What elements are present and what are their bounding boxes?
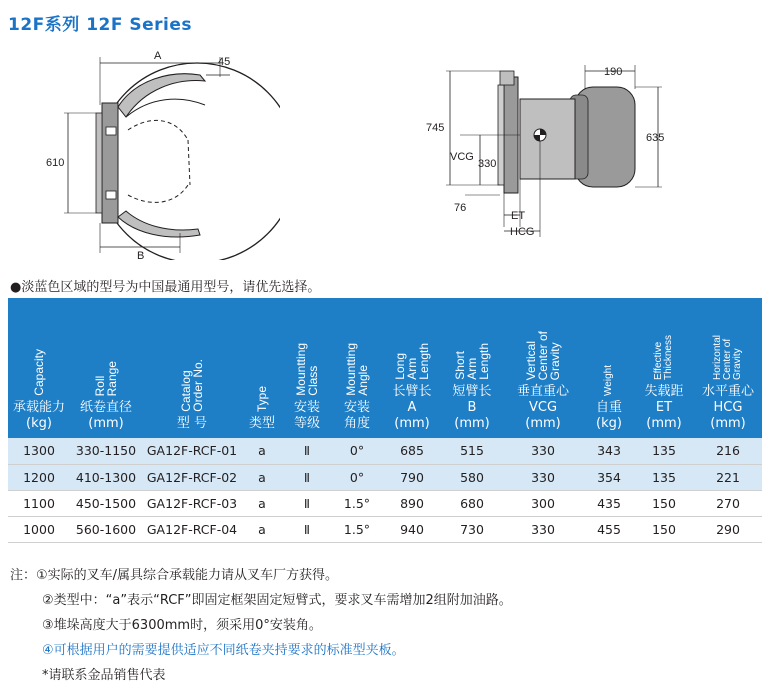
- header-type: Type 类型: [242, 298, 282, 438]
- cell-hcg: 290: [694, 516, 762, 542]
- cell-catalog-no: GA12F-RCF-02: [142, 464, 242, 490]
- header-et: Effective Thickness 失载距 ET (mm): [634, 298, 694, 438]
- cell-vcg: 300: [502, 490, 584, 516]
- cell-roll-range: 330-1150: [70, 438, 142, 464]
- vcg-label: VCG: [450, 151, 474, 163]
- cell-long-arm: 940: [382, 516, 442, 542]
- cell-mounting-angle: 0°: [332, 464, 382, 490]
- cell-capacity: 1000: [8, 516, 70, 542]
- cell-mounting-class: Ⅱ: [282, 438, 332, 464]
- table-row: [8, 438, 762, 464]
- cell-roll-range: 450-1500: [70, 490, 142, 516]
- cell-weight: 435: [584, 490, 634, 516]
- right-drawing: [420, 55, 680, 245]
- cell-et: 135: [634, 464, 694, 490]
- dim-745-label: 745: [426, 122, 445, 134]
- cell-short-arm: 680: [442, 490, 502, 516]
- cell-capacity: 1100: [8, 490, 70, 516]
- cell-roll-range: 560-1600: [70, 516, 142, 542]
- note-4: ④可根据用户的需要提供适应不同纸卷夹持要求的标准型夹板。: [42, 643, 405, 658]
- header-roll-range: Roll Range 纸卷直径 (mm): [70, 298, 142, 438]
- header-mounting-angle: Mountting Angle 安装 角度: [332, 298, 382, 438]
- note-3: ③堆垛高度大于6300mm时，须采用0°安装角。: [42, 618, 322, 633]
- cell-vcg: 330: [502, 516, 584, 542]
- header-weight: Weight 自重 (kg): [584, 298, 634, 438]
- cell-catalog-no: GA12F-RCF-03: [142, 490, 242, 516]
- cell-short-arm: 515: [442, 438, 502, 464]
- cell-type: a: [242, 464, 282, 490]
- cell-hcg: 221: [694, 464, 762, 490]
- et-label: ET: [511, 210, 526, 222]
- cell-hcg: 216: [694, 438, 762, 464]
- cell-mounting-class: Ⅱ: [282, 516, 332, 542]
- header-mounting-class: Mountting Class 安装 等级: [282, 298, 332, 438]
- cell-hcg: 270: [694, 490, 762, 516]
- cell-long-arm: 685: [382, 438, 442, 464]
- table-header-row: [8, 298, 762, 438]
- clamp-top-view-diagram: [40, 45, 280, 260]
- cell-capacity: 1300: [8, 438, 70, 464]
- cell-type: a: [242, 438, 282, 464]
- header-hcg: Horizontal Center of Gravity 水平重心 HCG (mm): [694, 298, 762, 438]
- cell-catalog-no: GA12F-RCF-01: [142, 438, 242, 464]
- cell-weight: 354: [584, 464, 634, 490]
- cell-capacity: 1200: [8, 464, 70, 490]
- dim-635-label: 635: [646, 132, 665, 144]
- cell-vcg: 330: [502, 464, 584, 490]
- cell-long-arm: 890: [382, 490, 442, 516]
- dim-76-label: 76: [454, 202, 467, 214]
- cell-mounting-angle: 1.5°: [332, 490, 382, 516]
- dim-610-label: 610: [46, 157, 65, 169]
- cell-mounting-angle: 0°: [332, 438, 382, 464]
- left-drawing: [40, 45, 280, 260]
- cell-vcg: 330: [502, 438, 584, 464]
- dim-a-label: A: [154, 50, 162, 62]
- table-row: [8, 516, 762, 542]
- cell-type: a: [242, 490, 282, 516]
- cell-et: 150: [634, 490, 694, 516]
- cell-short-arm: 580: [442, 464, 502, 490]
- dim-190-label: 190: [604, 66, 623, 78]
- cell-long-arm: 790: [382, 464, 442, 490]
- cell-type: a: [242, 516, 282, 542]
- cell-weight: 343: [584, 438, 634, 464]
- cell-mounting-class: Ⅱ: [282, 490, 332, 516]
- header-long-arm: Long Arm Length 长臂长 A (mm): [382, 298, 442, 438]
- cell-et: 135: [634, 438, 694, 464]
- table-row: [8, 464, 762, 490]
- cell-short-arm: 730: [442, 516, 502, 542]
- hcg-label: HCG: [510, 226, 535, 238]
- clamp-side-view-diagram: [420, 55, 680, 245]
- cell-mounting-class: Ⅱ: [282, 464, 332, 490]
- cell-weight: 455: [584, 516, 634, 542]
- cell-et: 150: [634, 516, 694, 542]
- table-row: [8, 490, 762, 516]
- spec-table: [8, 298, 762, 543]
- note-contact: *请联系金品销售代表: [42, 668, 166, 683]
- dim-45-label: 45: [218, 56, 231, 68]
- dim-b-label: B: [137, 250, 145, 260]
- cell-roll-range: 410-1300: [70, 464, 142, 490]
- series-title: 12F系列 12F Series: [8, 15, 193, 35]
- note-1: 注：①实际的叉车/属具综合承载能力请从叉车厂方获得。: [10, 568, 339, 583]
- notes-section: [10, 566, 512, 691]
- dim-330-label: 330: [478, 158, 497, 170]
- cell-catalog-no: GA12F-RCF-04: [142, 516, 242, 542]
- note-2: ②类型中：“a”表示“RCF”即固定框架固定短臂式，要求叉车需增加2组附加油路。: [42, 593, 512, 608]
- header-short-arm: Short Arm Length 短臂长 B (mm): [442, 298, 502, 438]
- preferred-models-note: ●淡蓝色区域的型号为中国最通用型号，请优先选择。: [10, 280, 321, 295]
- header-vcg: Vertical Center of Gravity 垂直重心 VCG (mm): [502, 298, 584, 438]
- header-catalog-no: Catalog Order No. 型 号: [142, 298, 242, 438]
- header-capacity: Capacity 承载能力 (kg): [8, 298, 70, 438]
- cell-mounting-angle: 1.5°: [332, 516, 382, 542]
